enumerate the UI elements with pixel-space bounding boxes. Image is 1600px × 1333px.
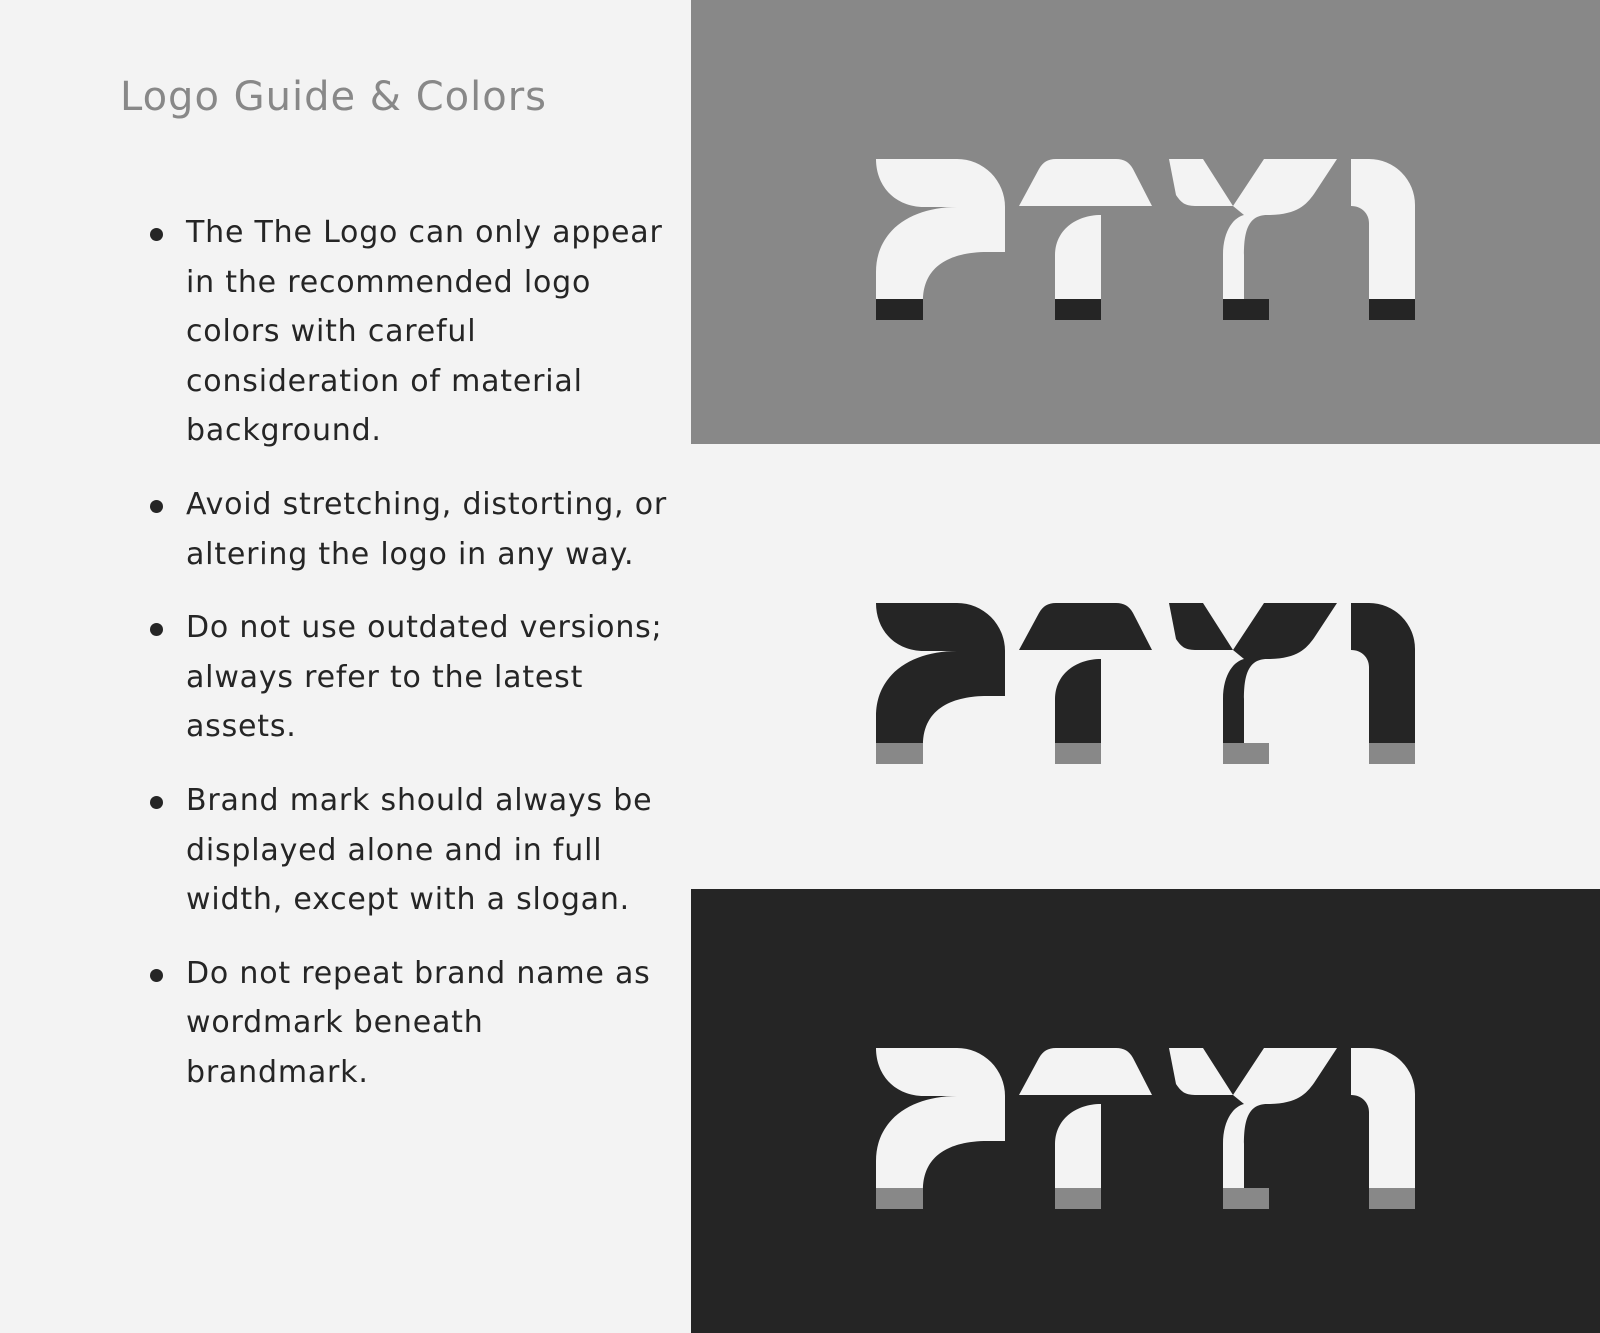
guidelines-panel	[0, 0, 690, 1333]
logo-swatch-dark	[691, 889, 1600, 1333]
logo-glyph-three-y	[1169, 159, 1337, 320]
guideline-item	[150, 480, 670, 579]
logo-glyph-four	[1351, 159, 1415, 320]
brand-logo-mark	[876, 159, 1415, 320]
bullet-icon	[150, 500, 163, 513]
logo-glyph-two-top	[1019, 159, 1152, 206]
logo-glyph-one	[876, 159, 1005, 320]
brand-logo-mark	[876, 1048, 1415, 1209]
logo-glyph-three-y	[1169, 603, 1337, 764]
page-title: Logo Guide & Colors	[120, 74, 547, 120]
logo-base-block	[1055, 743, 1101, 764]
guideline-item	[150, 603, 670, 752]
logo-swatch-gray	[691, 0, 1600, 444]
logo-glyph-one	[876, 603, 1005, 764]
logo-base-block	[1369, 743, 1415, 764]
logo-glyph-three-y	[1169, 1048, 1337, 1209]
guideline-list	[150, 208, 670, 1122]
guideline-text: Brand mark should always be displayed alone and in full width, except with a slogan.	[186, 782, 653, 918]
logo-base-block	[876, 1188, 923, 1209]
logo-glyph-four	[1351, 1048, 1415, 1209]
guideline-text: Do not repeat brand name as wordmark beneath brandmark.	[186, 955, 651, 1090]
bullet-icon	[150, 969, 163, 982]
logo-base-block	[1055, 299, 1101, 320]
bullet-icon	[150, 228, 163, 241]
logo-glyph-four	[1351, 603, 1415, 764]
brand-logo-mark	[876, 603, 1415, 764]
logo-glyph-two-top	[1019, 1048, 1152, 1095]
bullet-icon	[150, 796, 163, 809]
logo-base-block	[1369, 299, 1415, 320]
logo-base-block	[1055, 1188, 1101, 1209]
logo-base-block	[1223, 299, 1269, 320]
logo-base-block	[1223, 743, 1269, 764]
bullet-icon	[150, 623, 163, 636]
guideline-item	[150, 208, 670, 456]
guideline-item	[150, 949, 670, 1098]
logo-base-block	[1369, 1188, 1415, 1209]
guideline-text: The The Logo can only appear in the recommended logo colors with careful consideration of material background.	[186, 215, 663, 449]
logo-glyph-one	[876, 1048, 1005, 1209]
logo-glyph-two-top	[1019, 603, 1152, 650]
logo-base-block	[1223, 1188, 1269, 1209]
guideline-text: Avoid stretching, distorting, or altering the logo in any way.	[186, 486, 668, 572]
guideline-text: Do not use outdated versions; always refer to the latest assets.	[186, 610, 663, 745]
guideline-item	[150, 776, 670, 925]
logo-swatch-light	[691, 444, 1600, 888]
logo-base-block	[876, 299, 923, 320]
logo-base-block	[876, 743, 923, 764]
